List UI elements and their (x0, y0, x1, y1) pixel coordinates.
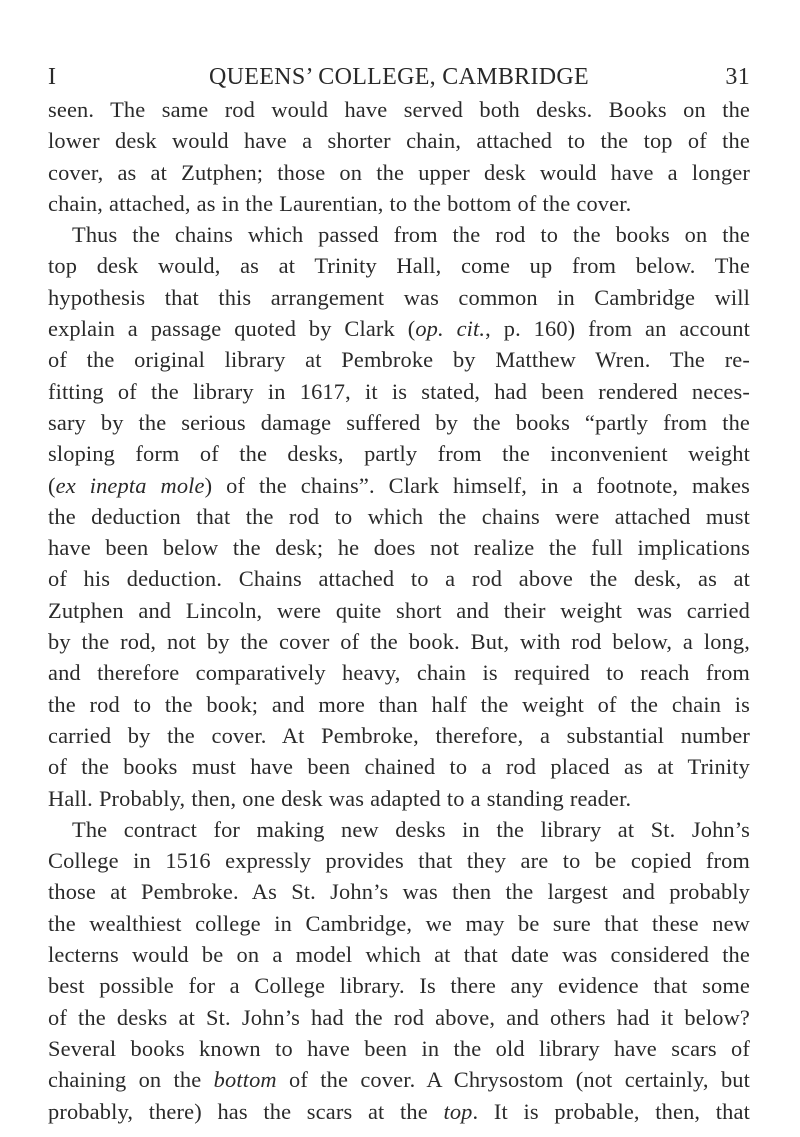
italic-citation: op. cit. (415, 316, 486, 342)
text-line: sloping form of the desks, partly from the inconvenient weight (48, 441, 750, 467)
text-line: The contract for making new desks in the library at St. John’s (72, 816, 750, 842)
text-line: have been below the desk; he does not realize the full implications (48, 535, 750, 561)
text-line: top desk would, as at Trinity Hall, come up from below. The (48, 253, 750, 279)
text-line: seen. The same rod would have served both desks. Books on the (48, 97, 750, 122)
italic-emphasis: top (443, 1098, 473, 1124)
text-line: best possible for a College library. Is there any evidence that some (48, 973, 750, 999)
text-line: of the books must have been chained to a rod placed as at Trinity (48, 754, 750, 780)
page-number: 31 (725, 64, 750, 90)
text-line: fitting of the library in 1617, it is stated, had been rendered neces- (48, 378, 750, 404)
text-line: chain, attached, as in the Laurentian, to the bottom of the cover. (48, 190, 632, 216)
italic-emphasis: bottom (213, 1067, 277, 1093)
text-line: Hall. Probably, then, one desk was adapted to a standing reader. (48, 785, 632, 811)
text-line: the rod to the book; and more than half the weight of the chain is (48, 691, 750, 717)
chapter-number: I (48, 64, 57, 90)
text-line: College in 1516 expressly provides that they are to be copied from (48, 848, 750, 874)
text-line: of the desks at St. John’s had the rod above, and others had it below? (48, 1004, 750, 1030)
text-line: the wealthiest college in Cambridge, we may be sure that these new (48, 910, 750, 936)
body-text (48, 94, 750, 1127)
text-line: lecterns would be on a model which at that date was considered the (48, 942, 750, 968)
text-line: and therefore comparatively heavy, chain is required to reach from (48, 660, 750, 686)
text-line: Thus the chains which passed from the rod to the books on the (72, 222, 750, 248)
text-line: cover, as at Zutphen; those on the upper desk would have a longer (48, 159, 750, 185)
running-head (48, 62, 750, 92)
text-line: hypothesis that this arrangement was common in Cambridge will (48, 284, 750, 310)
text-line: those at Pembroke. As St. John’s was then the largest and probably (48, 879, 750, 905)
text-line: of the original library at Pembroke by Matthew Wren. The re- (48, 347, 750, 373)
text-line: sary by the serious damage suffered by the books “partly from the (48, 409, 750, 435)
text-line: chaining on the bottom of the cover. A Chrysostom (not certainly, but (48, 1067, 751, 1093)
italic-latin-phrase: ex inepta mole (55, 472, 205, 498)
text-line: Zutphen and Lincoln, were quite short and their weight was carried (48, 597, 750, 623)
text-line: carried by the cover. At Pembroke, therefore, a substantial number (48, 722, 750, 748)
text-line: of his deduction. Chains attached to a rod above the desk, as at (48, 566, 750, 592)
text-line: (ex inepta mole) of the chains”. Clark himself, in a footnote, makes (48, 472, 750, 498)
text-line: the deduction that the rod to which the chains were attached must (48, 503, 750, 529)
text-line: lower desk would have a shorter chain, attached to the top of the (48, 128, 750, 154)
text-line: explain a passage quoted by Clark (op. cit., p. 160) from an account (48, 316, 750, 342)
running-head-title: QUEENS’ COLLEGE, CAMBRIDGE (209, 64, 589, 90)
text-line: by the rod, not by the cover of the book. But, with rod below, a long, (48, 629, 750, 655)
text-line: probably, there) has the scars at the top. It is probable, then, that (48, 1098, 750, 1124)
text-line: Several books known to have been in the old library have scars of (48, 1035, 750, 1061)
